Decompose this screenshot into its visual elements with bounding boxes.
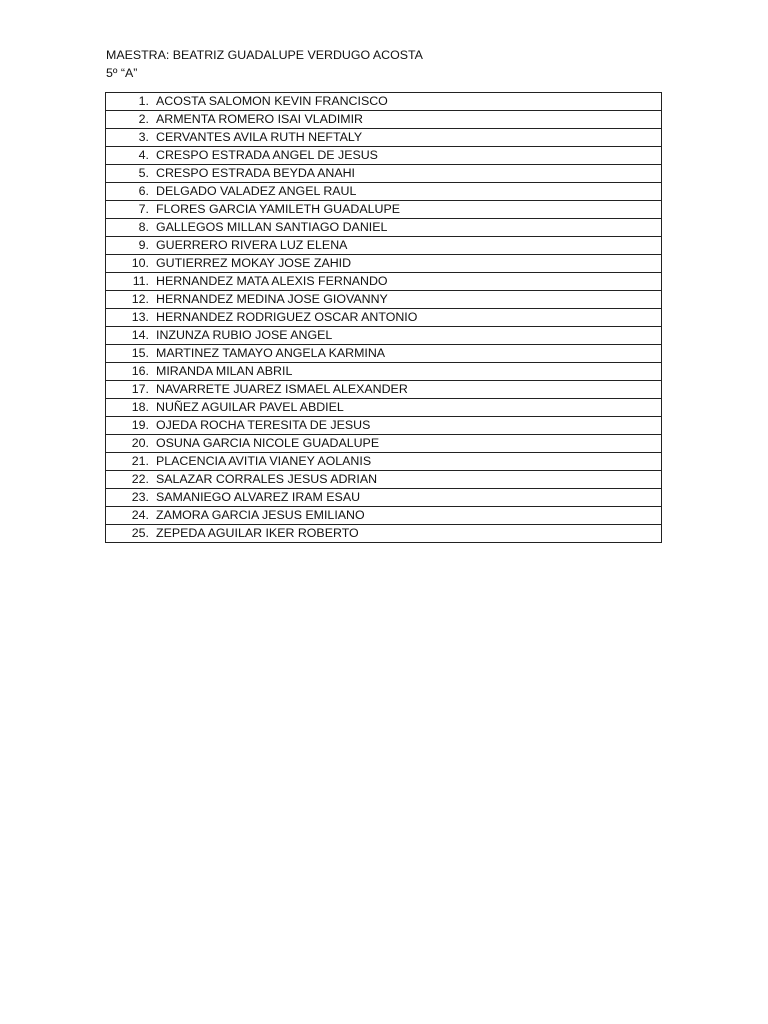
table-row	[106, 489, 662, 507]
student-cell	[106, 111, 662, 129]
table-row	[106, 417, 662, 435]
student-cell	[106, 309, 662, 327]
student-number: 19.	[131, 418, 149, 432]
student-number: 8.	[138, 220, 149, 234]
student-cell	[106, 363, 662, 381]
table-row	[106, 507, 662, 525]
student-name: GALLEGOS MILLAN SANTIAGO DANIEL	[156, 220, 388, 234]
table-row	[106, 435, 662, 453]
student-number: 11.	[132, 274, 149, 288]
student-cell	[106, 129, 662, 147]
table-row	[106, 345, 662, 363]
student-cell	[106, 93, 662, 111]
document-header	[106, 46, 423, 82]
table-row	[106, 201, 662, 219]
student-number: 10.	[131, 256, 149, 270]
student-number: 22.	[131, 472, 149, 486]
table-row	[106, 147, 662, 165]
student-name: ARMENTA ROMERO ISAI VLADIMIR	[156, 112, 363, 126]
student-name: SALAZAR CORRALES JESUS ADRIAN	[156, 472, 378, 486]
table-row	[106, 183, 662, 201]
student-number: 13.	[131, 310, 149, 324]
student-number: 12.	[131, 292, 149, 306]
student-number: 3.	[138, 130, 149, 144]
student-number: 16.	[131, 364, 149, 378]
student-cell	[106, 147, 662, 165]
table-row	[106, 165, 662, 183]
student-cell	[106, 255, 662, 273]
student-number: 25.	[131, 526, 149, 540]
student-cell	[106, 183, 662, 201]
student-number: 4.	[138, 148, 149, 162]
student-cell	[106, 237, 662, 255]
student-cell	[106, 291, 662, 309]
student-name: SAMANIEGO ALVAREZ IRAM ESAU	[156, 490, 361, 504]
student-name: ACOSTA SALOMON KEVIN FRANCISCO	[156, 94, 388, 108]
student-name: NUÑEZ AGUILAR PAVEL ABDIEL	[156, 400, 344, 414]
student-name: HERNANDEZ RODRIGUEZ OSCAR ANTONIO	[156, 310, 418, 324]
student-number: 20.	[131, 436, 149, 450]
table-row	[106, 453, 662, 471]
table-row	[106, 255, 662, 273]
student-name: ZAMORA GARCIA JESUS EMILIANO	[156, 508, 365, 522]
student-cell	[106, 399, 662, 417]
student-cell	[106, 219, 662, 237]
table-row	[106, 363, 662, 381]
student-number: 17.	[131, 382, 149, 396]
student-cell	[106, 381, 662, 399]
student-number: 7.	[138, 202, 149, 216]
student-cell	[106, 435, 662, 453]
student-cell	[106, 453, 662, 471]
table-row	[106, 291, 662, 309]
table-row	[106, 111, 662, 129]
student-number: 2.	[138, 112, 149, 126]
table-row	[106, 381, 662, 399]
student-cell	[106, 327, 662, 345]
student-number: 9.	[138, 238, 149, 252]
student-cell	[106, 273, 662, 291]
table-row	[106, 93, 662, 111]
student-name: OSUNA GARCIA NICOLE GUADALUPE	[156, 436, 380, 450]
student-number: 6.	[138, 184, 149, 198]
student-name: FLORES GARCIA YAMILETH GUADALUPE	[156, 202, 400, 216]
table-row	[106, 129, 662, 147]
table-row	[106, 399, 662, 417]
student-name: CRESPO ESTRADA BEYDA ANAHI	[156, 166, 355, 180]
student-cell	[106, 525, 662, 543]
teacher-line: MAESTRA: BEATRIZ GUADALUPE VERDUGO ACOSTA	[106, 48, 423, 62]
student-number: 23.	[131, 490, 149, 504]
student-number: 21.	[131, 454, 149, 468]
student-name: PLACENCIA AVITIA VIANEY AOLANIS	[156, 454, 372, 468]
student-name: CRESPO ESTRADA ANGEL DE JESUS	[156, 148, 378, 162]
student-name: DELGADO VALADEZ ANGEL RAUL	[156, 184, 357, 198]
table-row	[106, 327, 662, 345]
student-name: GUTIERREZ MOKAY JOSE ZAHID	[156, 256, 352, 270]
student-name: NAVARRETE JUAREZ ISMAEL ALEXANDER	[156, 382, 408, 396]
roster-body	[106, 93, 662, 543]
student-name: MIRANDA MILAN ABRIL	[156, 364, 293, 378]
group-line: 5º “A”	[106, 66, 138, 80]
student-name: CERVANTES AVILA RUTH NEFTALY	[156, 130, 363, 144]
student-cell	[106, 345, 662, 363]
student-cell	[106, 417, 662, 435]
student-cell	[106, 507, 662, 525]
student-cell	[106, 489, 662, 507]
table-row	[106, 471, 662, 489]
table-row	[106, 273, 662, 291]
table-row	[106, 237, 662, 255]
student-name: HERNANDEZ MATA ALEXIS FERNANDO	[156, 274, 388, 288]
student-number: 15.	[131, 346, 149, 360]
table-row	[106, 309, 662, 327]
student-number: 5.	[138, 166, 149, 180]
student-number: 1.	[138, 94, 149, 108]
student-number: 18.	[131, 400, 149, 414]
student-name: HERNANDEZ MEDINA JOSE GIOVANNY	[156, 292, 388, 306]
student-cell	[106, 165, 662, 183]
student-name: INZUNZA RUBIO JOSE ANGEL	[156, 328, 333, 342]
student-name: MARTINEZ TAMAYO ANGELA KARMINA	[156, 346, 386, 360]
student-name: ZEPEDA AGUILAR IKER ROBERTO	[156, 526, 359, 540]
table-row	[106, 525, 662, 543]
student-cell	[106, 201, 662, 219]
student-number: 24.	[131, 508, 149, 522]
student-cell	[106, 471, 662, 489]
student-number: 14.	[131, 328, 149, 342]
student-name: GUERRERO RIVERA LUZ ELENA	[156, 238, 348, 252]
table-row	[106, 219, 662, 237]
student-roster-table	[105, 92, 662, 543]
student-name: OJEDA ROCHA TERESITA DE JESUS	[156, 418, 371, 432]
